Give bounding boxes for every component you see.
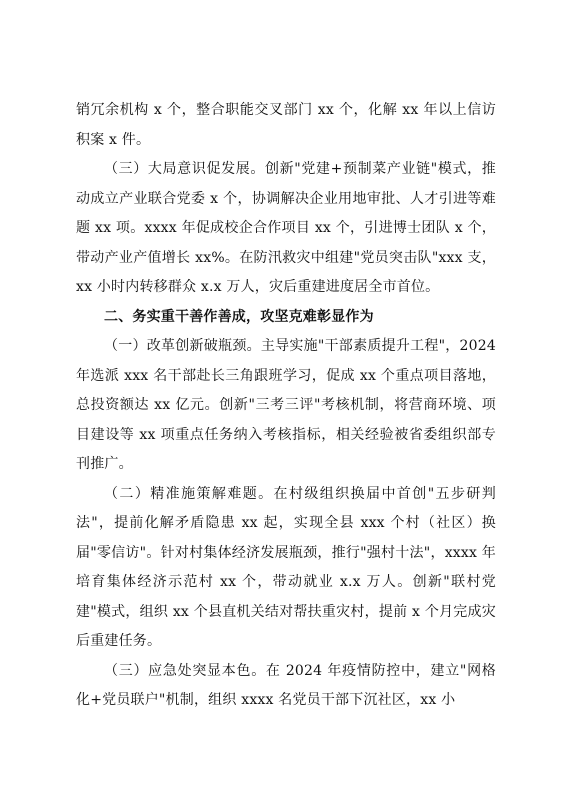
document-body	[76, 96, 496, 716]
section-heading-two: 二、务实重干善作善成，攻坚克难彰显作为	[104, 308, 374, 325]
paragraph-emergency-response: （三）应急处突显本色。在 2024 年疫情防控中，建立"网格化+党员联户"机制，组织 xxxx 名党员干部下沉社区，xx 小	[76, 662, 496, 708]
paragraph-precise-policy: （二）精准施策解难题。在村级组织换届中首创"五步研判法"，提前化解矛盾隐患 xx 起，实现全县 xxx 个村（社区）换届"零信访"。针对村集体经济发展瓶颈，推行"强村十法"，xxxx 年培育集体经济示范村 xx 个，带动就业 x.x 万人。创新"联村党建"模式，组织 xx 个县直机关结对帮扶重灾村，提前 x 个月完成灾后重建任务。	[76, 485, 496, 649]
paragraph-reform-innovation: （一）改革创新破瓶颈。主导实施"干部素质提升工程"，2024 年选派 xxx 名干部赴长三角跟班学习，促成 xx 个重点项目落地，总投资额达 xx 亿元。创新"三考三评"考核机制，将营商环境、项目建设等 xx 项重点任务纳入考核指标，相关经验被省委组织部专刊推广。	[76, 338, 496, 472]
paragraph-continuation: 销冗余机构 x 个，整合职能交叉部门 xx 个，化解 xx 年以上信访积案 x 件。	[76, 102, 496, 148]
paragraph-overall-awareness: （三）大局意识促发展。创新"党建+预制菜产业链"模式，推动成立产业联合党委 x 个，协调解决企业用地审批、人才引进等难题 xx 项。xxxx 年促成校企合作项目 xx 个，引进博士团队 x 个，带动产业产值增长 xx%。在防汛救灾中组建"党员突击队"xxx 支，xx 小时内转移群众 x.x 万人，灾后重建进度居全市首位。	[76, 161, 496, 295]
